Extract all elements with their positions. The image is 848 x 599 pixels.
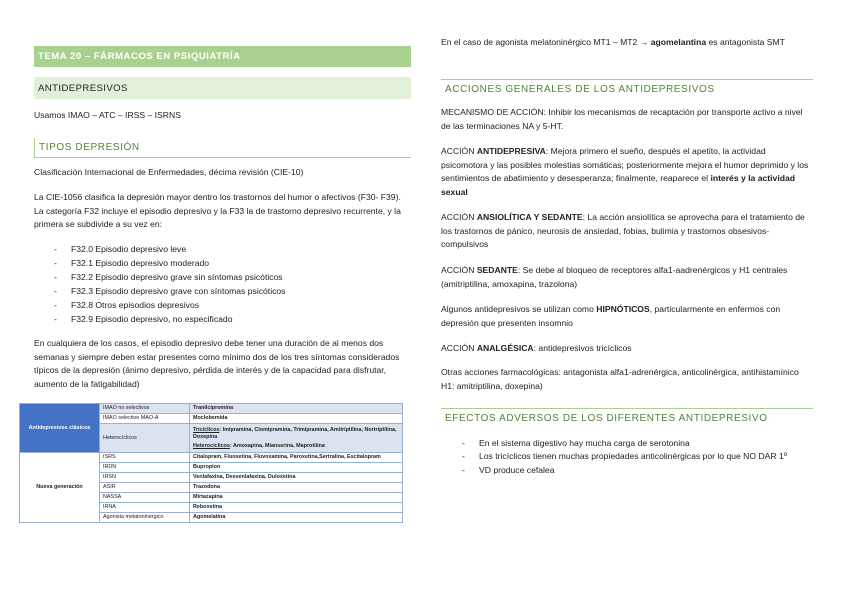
class-cell: ASIR: [100, 483, 190, 493]
agonista-post: es antagonista SMT: [706, 37, 785, 47]
class-cell: IMAO selectivo MAO-A: [100, 414, 190, 424]
cie-line: Clasificación Internacional de Enfermedades, décima revisión (CIE-10): [34, 167, 304, 177]
agonista-pre: En el caso de agonista melatoninérgico MT1 – MT2 →: [441, 37, 651, 47]
class-cell: IRSN: [100, 473, 190, 483]
heading-efectos-adversos: EFECTOS ADVERSOS DE LOS DIFERENTES ANTIDEPRESIVO: [441, 408, 813, 428]
efectos-list: [441, 437, 813, 477]
agonista-paragraph: [441, 36, 813, 50]
hipnoticos-bold: HIPNÓTICOS: [596, 304, 650, 314]
drugs-cell: Agomelatina: [190, 513, 403, 523]
list-item: - F32.0 Episodio depresivo leve: [34, 242, 411, 256]
class-cell: NASSA: [100, 493, 190, 503]
page-title-banner: TEMA 20 – FÁRMACOS EN PSIQUIATRÍA: [34, 46, 411, 67]
analgesica-paragraph: [441, 342, 813, 356]
sedante-bold: SEDANTE: [476, 265, 518, 275]
analgesica-bold: ANALGÉSICA: [476, 343, 534, 353]
class-cell: Heterocíclicos: [100, 424, 190, 453]
antidepressant-table: [19, 403, 403, 523]
list-item: - VD produce cefalea: [441, 464, 813, 477]
list-item: - F32.8 Otros episodios depresivos: [34, 298, 411, 312]
drugs-cell: Trazodona: [190, 483, 403, 493]
group-classic-cell: Antidepresivos clásicos: [20, 404, 100, 453]
ansiolitica-bold: ANSIOLÍTICA Y SEDANTE: [476, 212, 583, 222]
analgesica-post: : antidepresivos tricíclicos: [533, 343, 632, 353]
tri-drugs: : Imipramina, Clomipramina, Trimipramina, Amitriptilina, Nortriptilina, Doxepina: [193, 426, 397, 440]
list-item: - F32.9 Episodio depresivo, no especificado: [34, 312, 411, 326]
tri-label: Tricíclicos: [193, 426, 220, 433]
drugs-cell: Bupropion: [190, 463, 403, 473]
drugs-cell: [190, 424, 403, 453]
list-item: - F32.3 Episodio depresivo grave con síntomas psicóticos: [34, 284, 411, 298]
cie-paragraph: La CIE-1056 clasifica la depresión mayor dentro los trastornos del humor o afectivos (F30- F39). La categoría F32 incluye el episodio depresivo y la F33 la de trastorno depresivo recurrente, y la primera se subdivide a su vez en:: [34, 192, 401, 230]
subtype-list: [34, 242, 411, 326]
closing-paragraph: En cualquiera de los casos, el episodio depresivo debe tener una duración de al menos dos semanas y siempre deben estar presentes como mínimo dos de los tres síntomas considerados típicos de la depresión (ánimo depresivo, pérdida de interés y de la capacidad para disfrutar, aumento de la fatigabilidad): [34, 338, 400, 389]
drugs-cell: Moclobemida: [190, 414, 403, 424]
sedante-paragraph: [441, 264, 813, 291]
sedante-post: : Se debe al bloqueo de receptores alfa1-aadrenérgicos y H1 centrales (amitriptilina, amoxapina, trazolona): [441, 265, 788, 289]
class-cell: Agonista melatoninérgico: [100, 513, 190, 523]
het-label: Heterocíclicos: [193, 442, 230, 449]
table-row: [20, 404, 403, 414]
drugs-cell: Venlafaxina, Desvenlafaxina, Duloxetina: [190, 473, 403, 483]
antidepresiva-mid: : Mejora primero el sueño, después el apetito, la actividad psicomotora y las posibles molestias somáticas; posteriormente mejora el humor deprimido y los sentimientos de abatimiento y desesperanza; finalmente, reaparece el: [441, 146, 809, 184]
antidepresiva-pre: ACCIÓN: [441, 146, 477, 156]
antidepresiva-paragraph: [441, 145, 813, 199]
ansiolitica-post: : La acción ansiolítica se aprovecha para el tratamiento de los trastornos de pánico, neurosis de ansiedad, fobias, bulimia y trastornos obsesivos-compulsivos: [441, 212, 805, 250]
drugs-cell: Tranilcipromina: [190, 404, 403, 414]
drugs-cell: Reboxetina: [190, 503, 403, 513]
hipnoticos-pre: Algunos antidepresivos se utilizan como: [441, 304, 597, 314]
drugs-cell: Mirtazapina: [190, 493, 403, 503]
analgesica-pre: ACCIÓN: [441, 343, 477, 353]
ansiolitica-paragraph: [441, 211, 813, 252]
list-item: - F32.1 Episodio depresivo moderado: [34, 256, 411, 270]
list-item: - En el sistema digestivo hay mucha carga de serotonina: [441, 437, 813, 450]
hipnoticos-post: , particularmente en enfermos con depresión que presenten insomnio: [441, 304, 781, 328]
class-cell: ISRS: [100, 453, 190, 463]
class-cell: IMAO no selectivos: [100, 404, 190, 414]
antidepresiva-bold: ANTIDEPRESIVA: [476, 146, 546, 156]
otras-paragraph: Otras acciones farmacológicas: antagonista alfa1-adrenérgica, anticolinérgica, antihistamínico H1: amitriptilina, doxepina): [441, 367, 799, 391]
intro-text: Usamos IMAO – ATC – IRSS – ISRNS: [34, 110, 181, 120]
table-row: [20, 453, 403, 463]
drugs-cell: Citalopram, Fluoxetina, Fluvoxamina, Paroxetina,Sertralina, Escitalopram: [190, 453, 403, 463]
mecanismo-paragraph: MECANISMO DE ACCIÓN: Inhibir los mecanismos de recaptación por transporte activo a nivel de las terminaciones NA y 5-HT.: [441, 107, 803, 131]
group-new-cell: Nueva generación: [20, 453, 100, 523]
list-item: - Los tricíclicos tienen muchas propiedades anticolinérgicas por lo que NO DAR 1º: [441, 450, 813, 463]
hipnoticos-paragraph: [441, 303, 813, 330]
heading-acciones-generales: ACCIONES GENERALES DE LOS ANTIDEPRESIVOS: [441, 79, 813, 99]
section-banner-antidepresivos: ANTIDEPRESIVOS: [34, 77, 411, 99]
ansiolitica-pre: ACCIÓN: [441, 212, 477, 222]
list-item: - F32.2 Episodio depresivo grave sin síntomas psicóticos: [34, 270, 411, 284]
class-cell: IRDN: [100, 463, 190, 473]
sedante-pre: ACCIÓN: [441, 265, 477, 275]
het-drugs: : Amoxapina, Mianserina, Maprotilina: [229, 442, 325, 449]
heading-tipos-depresion: TIPOS DEPRESIÓN: [34, 138, 411, 158]
agonista-bold: agomelantina: [650, 37, 707, 47]
class-cell: IRNA: [100, 503, 190, 513]
antidepresiva-bold2: interés y la actividad sexual: [441, 173, 795, 197]
